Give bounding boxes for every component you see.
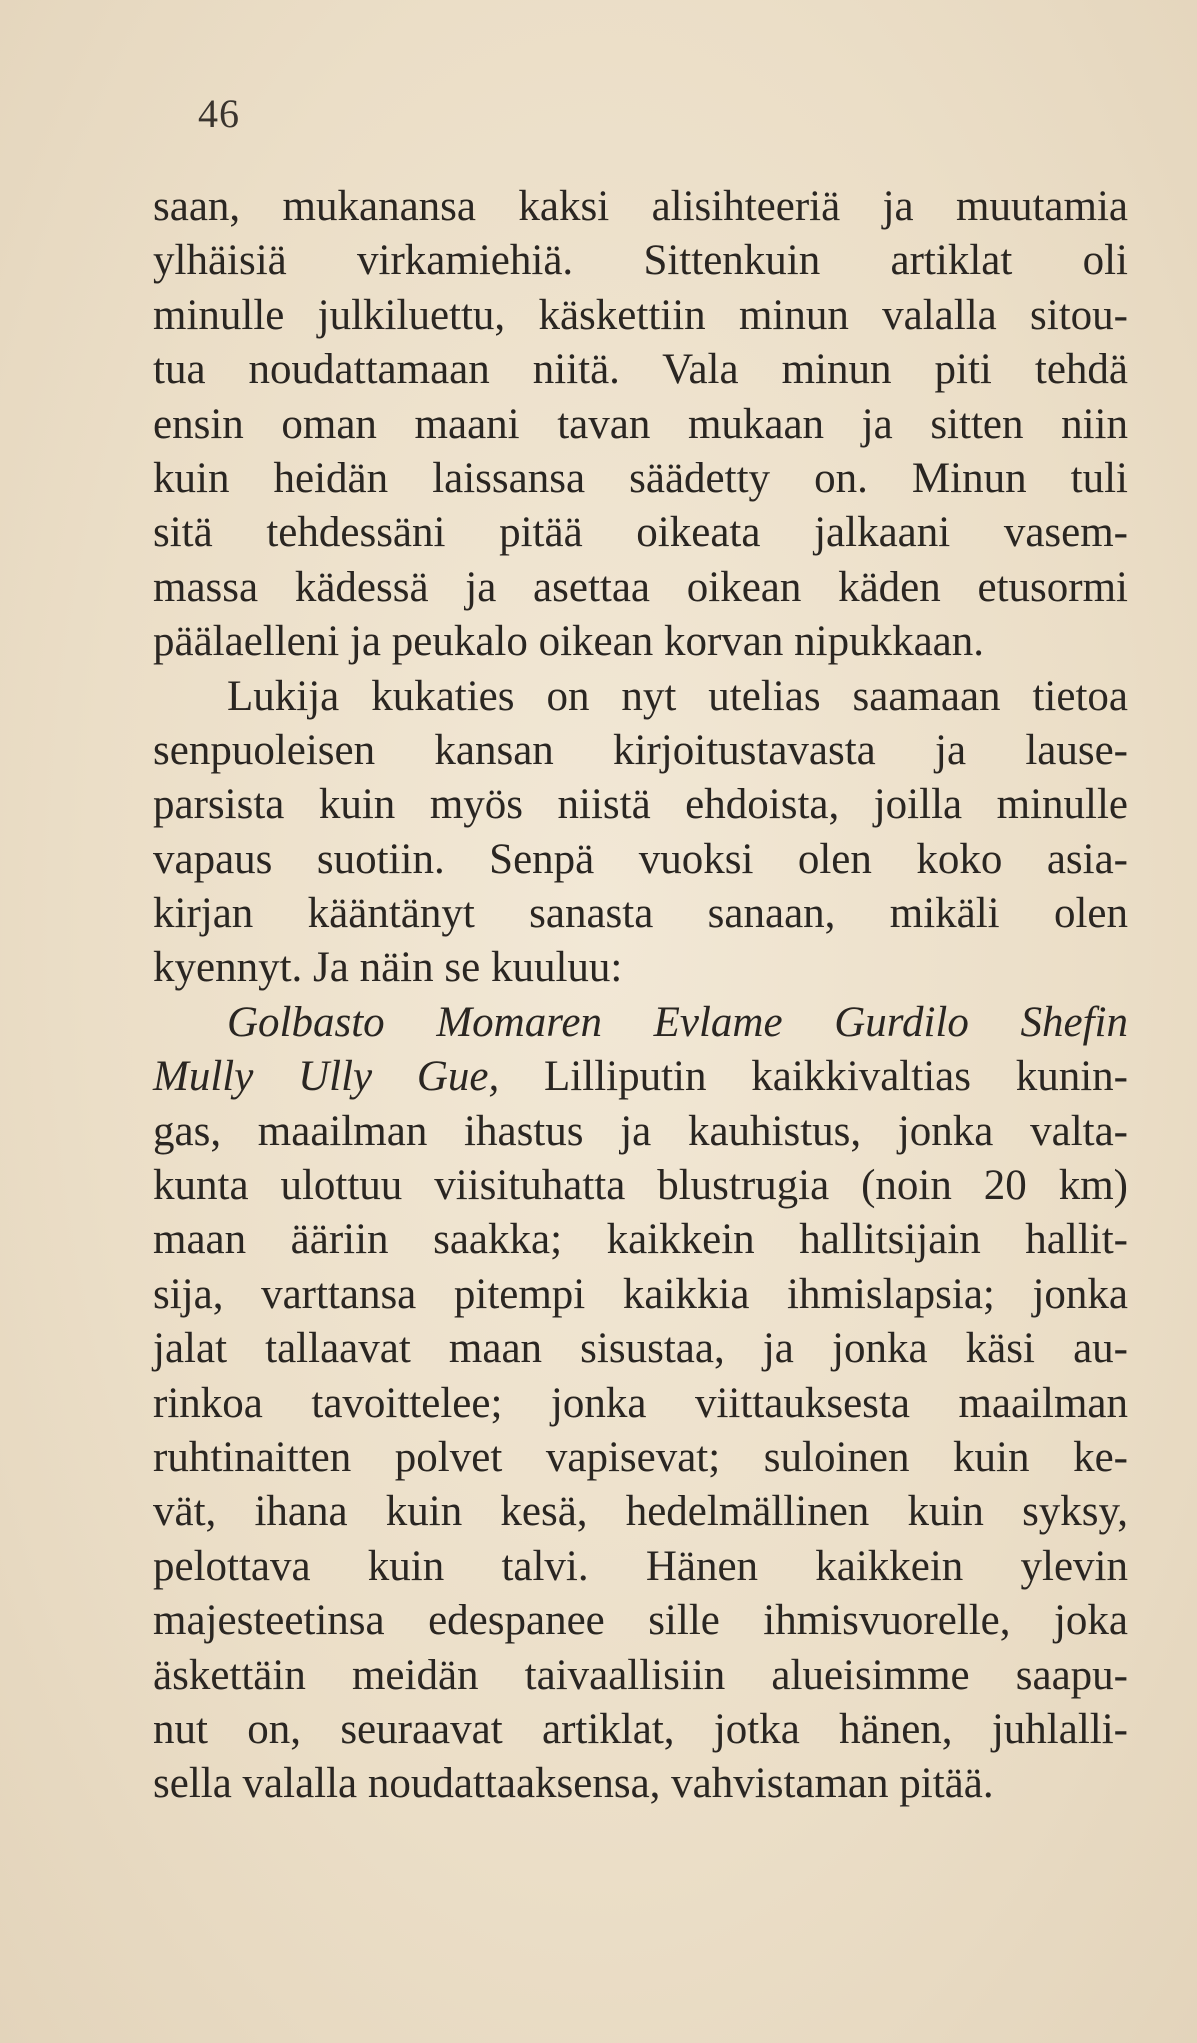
text-line: päälaelleni ja peukalo oikean korvan nipukkaan. xyxy=(153,618,985,666)
text-line: saan, mukanansa kaksi alisihteeriä ja muutamia xyxy=(153,183,1128,230)
text-line: vapaus suotiin. Senpä vuoksi olen koko asia- xyxy=(153,835,1128,883)
text-line: minulle julkiluettu, käskettiin minun valalla sitou- xyxy=(153,291,1128,339)
text-line: ruhtinaitten polvet vapisevat; suloinen kuin ke- xyxy=(153,1433,1128,1481)
text-line: rinkoa tavoittelee; jonka viittauksesta maailman xyxy=(153,1379,1128,1427)
text-line: Lukija kukaties on nyt utelias saamaan tietoa xyxy=(227,672,1128,720)
text-line: sella valalla noudattaaksensa, vahvistaman pitää. xyxy=(153,1760,994,1808)
text-line: sija, varttansa pitempi kaikkia ihmislapsia; jonka xyxy=(153,1270,1128,1318)
text-line: vät, ihana kuin kesä, hedelmällinen kuin syksy, xyxy=(153,1488,1128,1536)
text-line: massa kädessä ja asettaa oikean käden etusormi xyxy=(153,563,1128,611)
text-line: kyennyt. Ja näin se kuuluu: xyxy=(153,944,623,992)
text-line: majesteetinsa edespanee sille ihmisvuorelle, joka xyxy=(153,1597,1128,1645)
text-line: gas, maailman ihastus ja kauhistus, jonka valta- xyxy=(153,1107,1128,1155)
text-line: maan ääriin saakka; kaikkein hallitsijain hallit- xyxy=(153,1216,1128,1264)
text-line-rest: Lilliputin kaikkivaltias kunin- xyxy=(499,1053,1128,1101)
body-text xyxy=(153,180,1128,1812)
text-line: kirjan kääntänyt sanasta sanaan, mikäli olen xyxy=(153,890,1128,938)
text-line: sitä tehdessäni pitää oikeata jalkaani vasem- xyxy=(153,509,1128,557)
text-line: senpuoleisen kansan kirjoitustavasta ja lause- xyxy=(153,726,1128,774)
text-line: nut on, seuraavat artiklat, jotka hänen, juhlalli- xyxy=(153,1705,1128,1753)
italic-name: Mully Ully Gue, xyxy=(153,1053,500,1101)
page-number: 46 xyxy=(198,91,240,136)
text-line: parsista kuin myös niistä ehdoista, joilla minulle xyxy=(153,781,1128,829)
text-line: äskettäin meidän taivaallisiin alueisimme saapu- xyxy=(153,1651,1128,1699)
text-line: ylhäisiä virkamiehiä. Sittenkuin artiklat oli xyxy=(153,237,1128,285)
text-line-italic: Golbasto Momaren Evlame Gurdilo Shefin xyxy=(227,998,1128,1046)
text-line: jalat tallaavat maan sisustaa, ja jonka käsi au- xyxy=(153,1325,1128,1373)
text-line: tua noudattamaan niitä. Vala minun piti tehdä xyxy=(153,346,1128,394)
text-line: ensin oman maani tavan mukaan ja sitten niin xyxy=(153,400,1128,448)
text-line: kuin heidän laissansa säädetty on. Minun tuli xyxy=(153,454,1128,502)
text-line-mixed xyxy=(153,1050,1128,1104)
text-line: pelottava kuin talvi. Hänen kaikkein ylevin xyxy=(153,1542,1128,1590)
text-line: kunta ulottuu viisituhatta blustrugia (noin 20 km) xyxy=(153,1162,1128,1210)
